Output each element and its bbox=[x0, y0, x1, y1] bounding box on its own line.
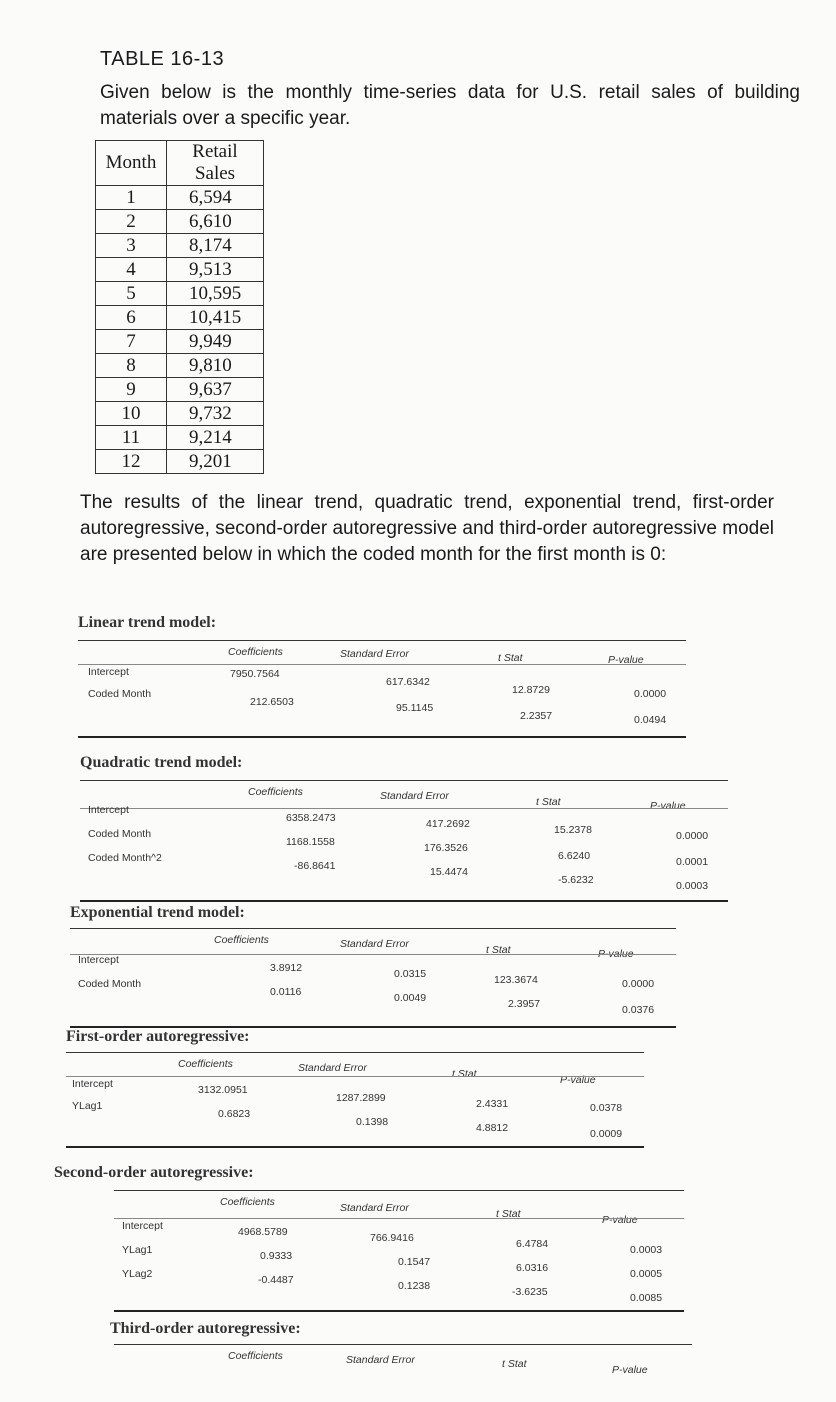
col-coefficients: Coefficients bbox=[248, 786, 303, 798]
se-cell: 766.9416 bbox=[370, 1232, 414, 1244]
sales-cell: 9,201 bbox=[167, 450, 264, 474]
se-cell: 0.1238 bbox=[398, 1280, 431, 1292]
row-label: Coded Month bbox=[78, 978, 142, 990]
se-cell: 417.2692 bbox=[426, 818, 470, 830]
col-coefficients: Coefficients bbox=[220, 1196, 275, 1208]
p-cell: 0.0378 bbox=[590, 1102, 623, 1114]
coef-cell: 7950.7564 bbox=[230, 668, 280, 680]
sales-cell: 10,415 bbox=[167, 306, 264, 330]
col-t-stat: t Stat bbox=[498, 652, 523, 664]
col-coefficients: Coefficients bbox=[178, 1058, 233, 1070]
col-coefficients: Coefficients bbox=[228, 1350, 283, 1362]
se-cell: 0.1398 bbox=[356, 1116, 389, 1128]
month-cell: 6 bbox=[96, 306, 167, 330]
month-cell: 3 bbox=[96, 234, 167, 258]
retail-sales-table bbox=[95, 140, 264, 474]
month-cell: 4 bbox=[96, 258, 167, 282]
row-label: Intercept bbox=[78, 954, 119, 966]
retail-sales-header: Retail Sales bbox=[167, 141, 264, 186]
row-label: Coded Month^2 bbox=[88, 852, 162, 864]
coef-cell: 3.8912 bbox=[270, 962, 303, 974]
table-row bbox=[96, 210, 264, 234]
table-row bbox=[96, 450, 264, 474]
t-cell: 6.4784 bbox=[516, 1238, 549, 1250]
exponential-model-table bbox=[70, 928, 676, 1030]
col-standard-error: Standard Error bbox=[380, 790, 449, 802]
table-row bbox=[96, 426, 264, 450]
t-cell: 4.8812 bbox=[476, 1122, 509, 1134]
ar2-model-table bbox=[114, 1190, 684, 1314]
coef-cell: 4968.5789 bbox=[238, 1226, 288, 1238]
row-label: YLag1 bbox=[122, 1244, 153, 1256]
sales-cell: 10,595 bbox=[167, 282, 264, 306]
sales-cell: 6,594 bbox=[167, 186, 264, 210]
coef-cell: -86.8641 bbox=[294, 860, 336, 872]
se-cell: 617.6342 bbox=[386, 676, 430, 688]
table-row bbox=[96, 378, 264, 402]
se-cell: 1287.2899 bbox=[336, 1092, 386, 1104]
coef-cell: -0.4487 bbox=[258, 1274, 294, 1286]
ar1-model-label: First-order autoregressive: bbox=[66, 1028, 250, 1045]
linear-model-table bbox=[78, 640, 686, 740]
intro-text: Given below is the monthly time-series data for U.S. retail sales of building materials over a specific year. bbox=[100, 82, 800, 129]
p-cell: 0.0003 bbox=[630, 1244, 663, 1256]
col-p-value: P-value bbox=[598, 948, 634, 960]
col-standard-error: Standard Error bbox=[298, 1062, 367, 1074]
sales-cell: 9,949 bbox=[167, 330, 264, 354]
p-cell: 0.0001 bbox=[676, 856, 709, 868]
row-label: YLag1 bbox=[72, 1100, 103, 1112]
col-p-value: P-value bbox=[650, 800, 686, 812]
sales-cell: 9,214 bbox=[167, 426, 264, 450]
col-standard-error: Standard Error bbox=[340, 648, 409, 660]
t-cell: 2.4331 bbox=[476, 1098, 509, 1110]
col-p-value: P-value bbox=[560, 1074, 596, 1086]
t-cell: 2.2357 bbox=[520, 710, 553, 722]
ar1-model-table bbox=[66, 1052, 644, 1150]
table-header-row bbox=[96, 141, 264, 186]
p-cell: 0.0000 bbox=[634, 688, 667, 700]
t-cell: -5.6232 bbox=[558, 874, 594, 886]
month-cell: 7 bbox=[96, 330, 167, 354]
linear-model-label: Linear trend model: bbox=[78, 614, 217, 631]
col-coefficients: Coefficients bbox=[228, 646, 283, 658]
se-cell: 15.4474 bbox=[430, 866, 468, 878]
se-cell: 0.1547 bbox=[398, 1256, 431, 1268]
row-label: Coded Month bbox=[88, 688, 152, 700]
sales-cell: 9,810 bbox=[167, 354, 264, 378]
sales-cell: 9,732 bbox=[167, 402, 264, 426]
coef-cell: 6358.2473 bbox=[286, 812, 336, 824]
month-cell: 8 bbox=[96, 354, 167, 378]
row-label: Coded Month bbox=[88, 828, 152, 840]
sales-cell: 9,637 bbox=[167, 378, 264, 402]
table-row bbox=[96, 282, 264, 306]
t-cell: 6.0316 bbox=[516, 1262, 549, 1274]
se-cell: 95.1145 bbox=[396, 702, 434, 714]
se-cell: 0.0049 bbox=[394, 992, 427, 1004]
table-row bbox=[96, 186, 264, 210]
col-t-stat: t Stat bbox=[496, 1208, 521, 1220]
col-standard-error: Standard Error bbox=[340, 938, 409, 950]
p-cell: 0.0005 bbox=[630, 1268, 663, 1280]
t-cell: 6.6240 bbox=[558, 850, 591, 862]
t-cell: -3.6235 bbox=[512, 1286, 548, 1298]
t-cell: 12.8729 bbox=[512, 684, 550, 696]
month-cell: 11 bbox=[96, 426, 167, 450]
table-row bbox=[96, 234, 264, 258]
t-cell: 2.3957 bbox=[508, 998, 541, 1010]
table-row bbox=[96, 306, 264, 330]
col-t-stat: t Stat bbox=[536, 796, 561, 808]
coef-cell: 212.6503 bbox=[250, 696, 294, 708]
month-cell: 1 bbox=[96, 186, 167, 210]
col-standard-error: Standard Error bbox=[346, 1354, 415, 1366]
col-coefficients: Coefficients bbox=[214, 934, 269, 946]
coef-cell: 0.9333 bbox=[260, 1250, 293, 1262]
table-title: TABLE 16-13 bbox=[100, 48, 225, 70]
coef-cell: 0.0116 bbox=[270, 986, 302, 998]
col-t-stat: t Stat bbox=[486, 944, 511, 956]
p-cell: 0.0000 bbox=[622, 978, 655, 990]
sales-cell: 8,174 bbox=[167, 234, 264, 258]
se-cell: 176.3526 bbox=[424, 842, 468, 854]
col-p-value: P-value bbox=[602, 1214, 638, 1226]
col-p-value: P-value bbox=[608, 654, 644, 666]
row-label: YLag2 bbox=[122, 1268, 153, 1280]
p-cell: 0.0085 bbox=[630, 1292, 663, 1304]
month-cell: 2 bbox=[96, 210, 167, 234]
p-cell: 0.0376 bbox=[622, 1004, 655, 1016]
exponential-model-label: Exponential trend model: bbox=[70, 904, 245, 921]
coef-cell: 1168.1558 bbox=[286, 836, 335, 848]
se-cell: 0.0315 bbox=[394, 968, 427, 980]
table-row bbox=[96, 330, 264, 354]
sales-cell: 9,513 bbox=[167, 258, 264, 282]
t-cell: 123.3674 bbox=[494, 974, 538, 986]
row-label: Intercept bbox=[122, 1220, 163, 1232]
p-cell: 0.0003 bbox=[676, 880, 709, 892]
results-text: The results of the linear trend, quadratic trend, exponential trend, first-order autoregressive, second-order autoregressive and third-order autoregressive model are presented below in which the coded month for the first month is 0: bbox=[80, 492, 774, 565]
month-cell: 9 bbox=[96, 378, 167, 402]
p-cell: 0.0494 bbox=[634, 714, 667, 726]
ar3-model-table bbox=[114, 1344, 692, 1384]
quadratic-model-table bbox=[80, 780, 728, 904]
table-row bbox=[96, 402, 264, 426]
t-cell: 15.2378 bbox=[554, 824, 592, 836]
ar3-model-label: Third-order autoregressive: bbox=[110, 1320, 301, 1337]
sales-cell: 6,610 bbox=[167, 210, 264, 234]
row-label: Intercept bbox=[88, 666, 129, 678]
col-t-stat: t Stat bbox=[452, 1068, 477, 1080]
quadratic-model-label: Quadratic trend model: bbox=[80, 754, 243, 771]
p-cell: 0.0009 bbox=[590, 1128, 623, 1140]
month-header: Month bbox=[96, 141, 167, 186]
p-cell: 0.0000 bbox=[676, 830, 709, 842]
ar2-model-label: Second-order autoregressive: bbox=[54, 1164, 254, 1181]
col-t-stat: t Stat bbox=[502, 1358, 527, 1370]
coef-cell: 0.6823 bbox=[218, 1108, 251, 1120]
coef-cell: 3132.0951 bbox=[198, 1084, 248, 1096]
month-cell: 5 bbox=[96, 282, 167, 306]
row-label: Intercept bbox=[88, 804, 129, 816]
table-row bbox=[96, 354, 264, 378]
month-cell: 10 bbox=[96, 402, 167, 426]
row-label: Intercept bbox=[72, 1078, 113, 1090]
table-row bbox=[96, 258, 264, 282]
month-cell: 12 bbox=[96, 450, 167, 474]
col-p-value: P-value bbox=[612, 1364, 648, 1376]
col-standard-error: Standard Error bbox=[340, 1202, 409, 1214]
